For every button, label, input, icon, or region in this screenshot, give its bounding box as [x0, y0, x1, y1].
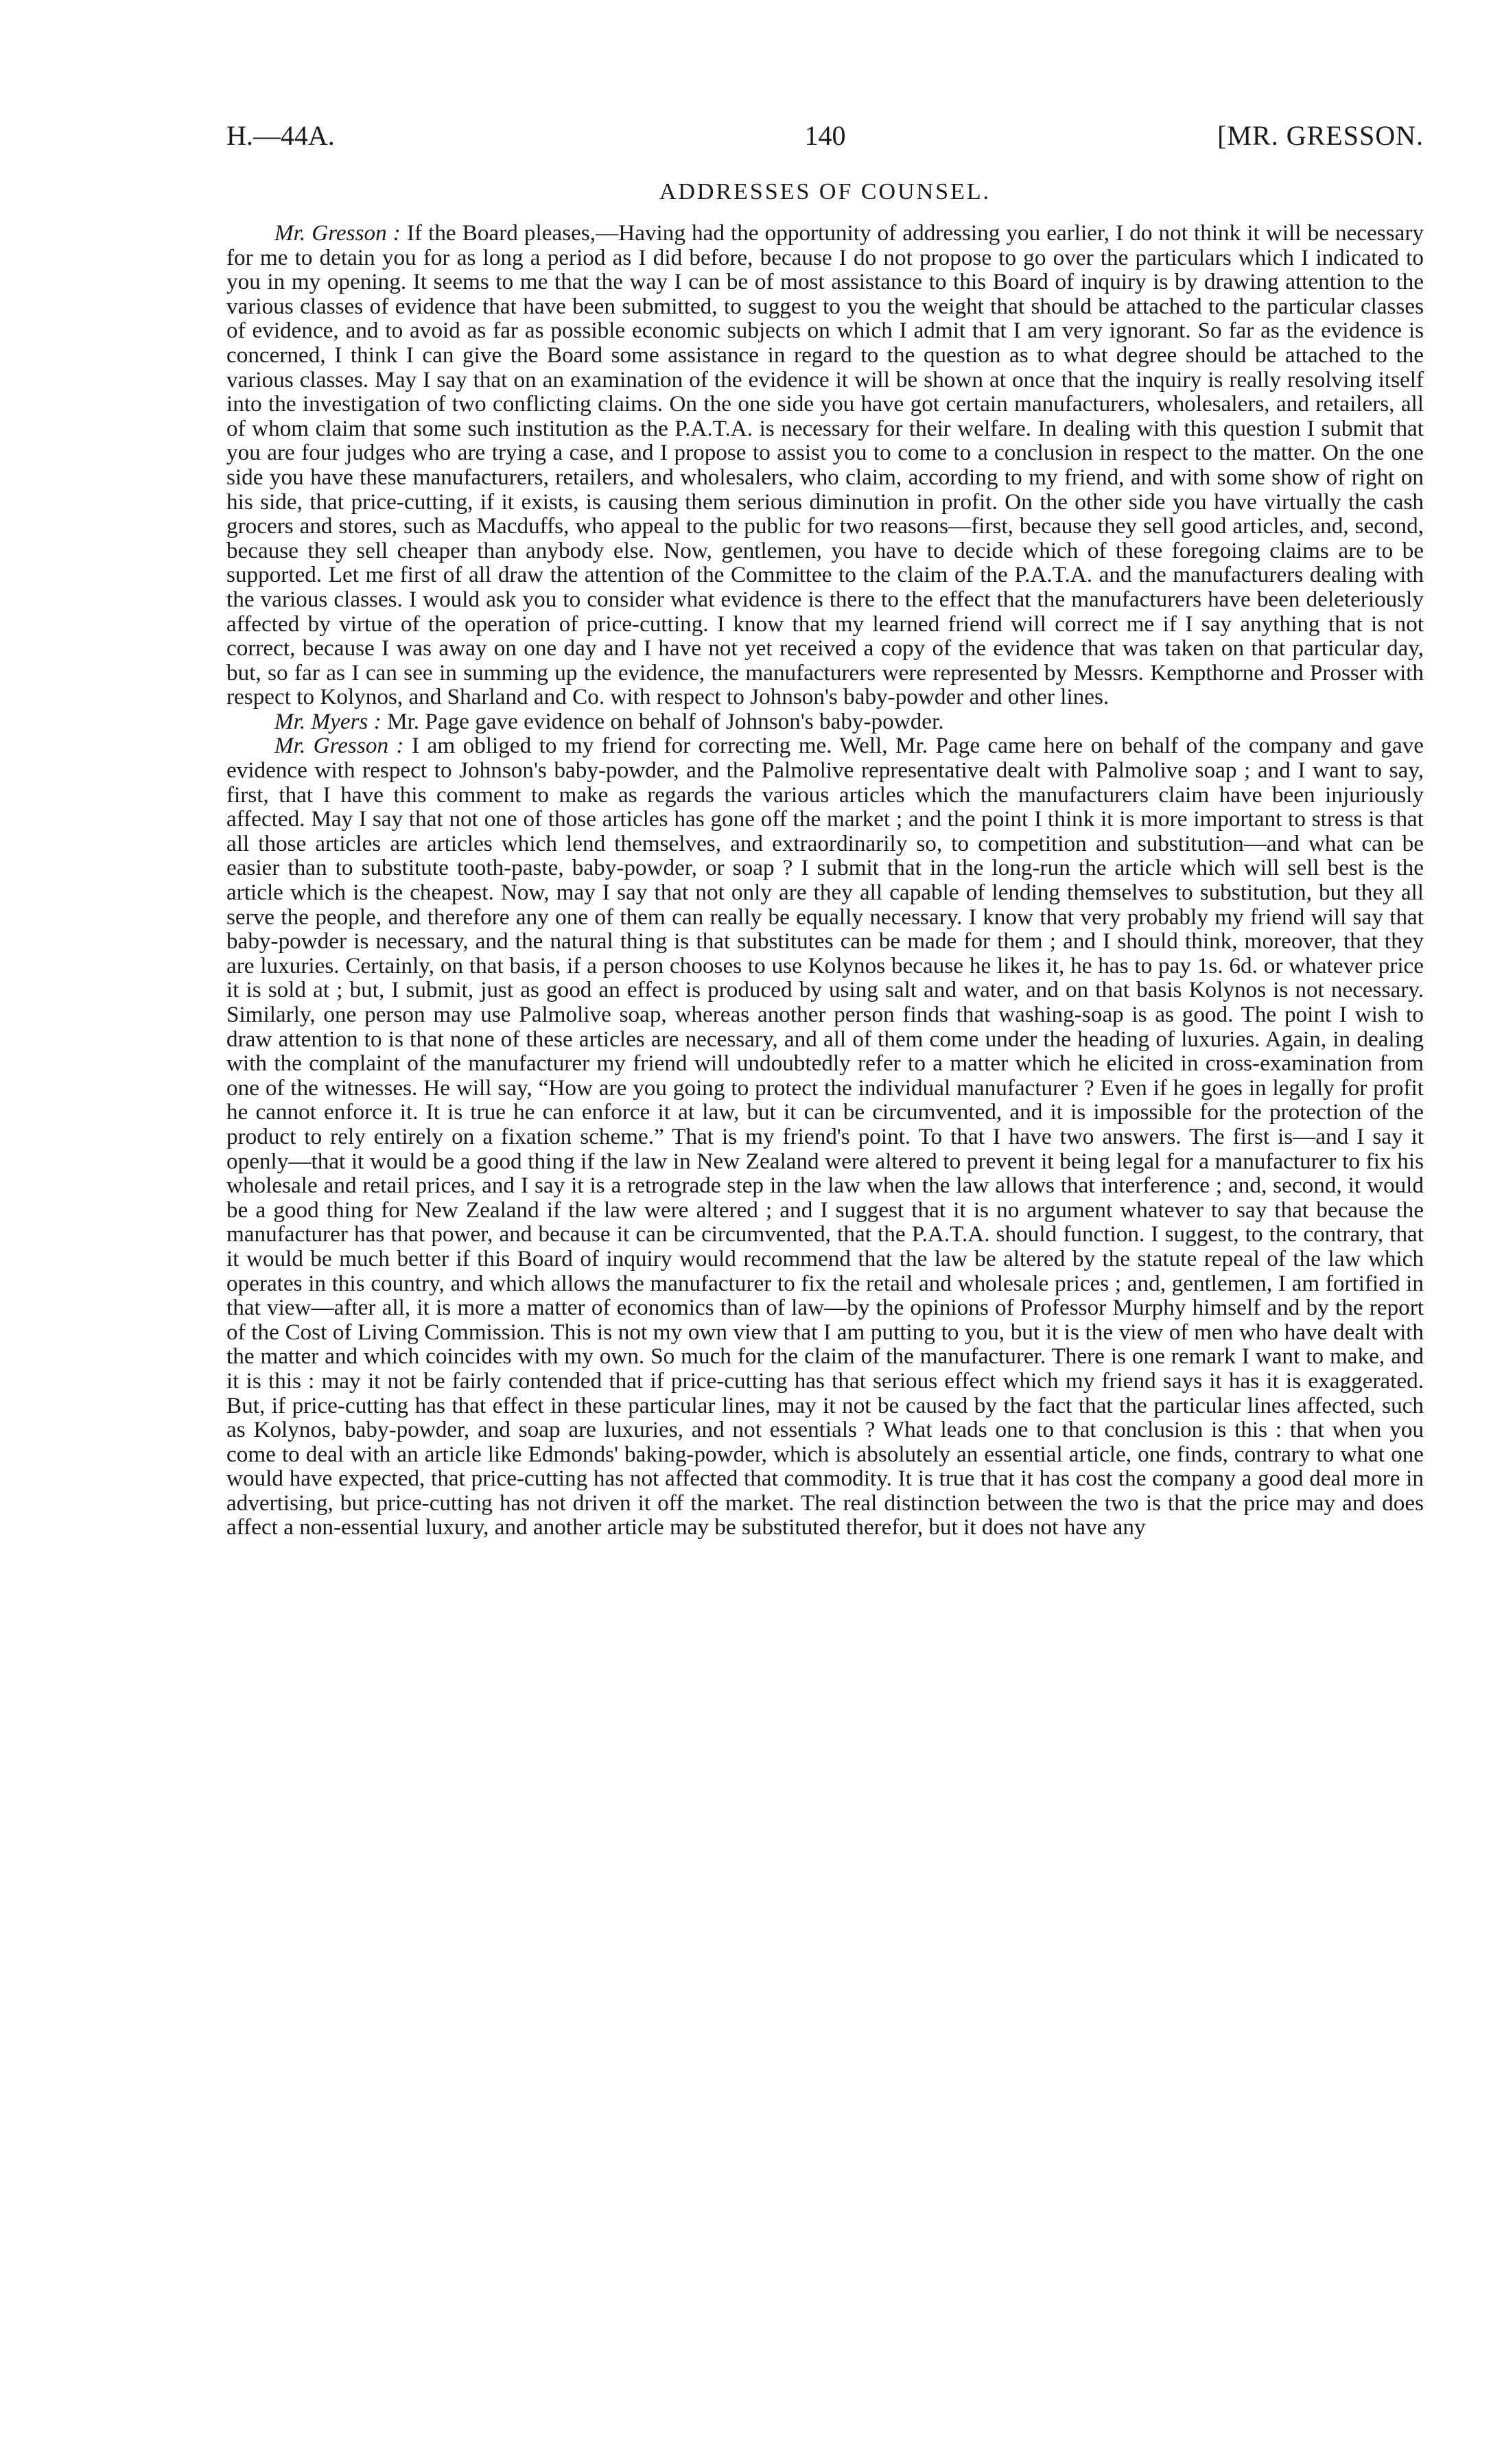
speaker-name: Mr. Gresson :: [274, 733, 404, 759]
running-head: [226, 115, 1424, 156]
paper-reference: H.—44A.: [226, 120, 335, 151]
section-title: ADDRESSES OF COUNSEL.: [659, 179, 991, 204]
speaker-name: Mr. Myers :: [274, 708, 381, 734]
body-text: [226, 221, 1424, 1540]
paragraph-myers: [226, 709, 1424, 734]
speaker-heading: [MR. GRESSON.: [1217, 120, 1424, 151]
speaker-name: Mr. Gresson :: [274, 220, 401, 246]
paragraph-text: If the Board pleases,—Having had the opportunity of addressing you earlier, I do not think it will be necessary for me to detain you for as long a period as I did before, because I do not propose to go over the particulars which I indicated to you in my opening. It seems to me that the way I can be of most assistance to this Board of inquiry is by drawing attention to the various classes of evidence that have been submitted, to suggest to you the weight that should be attached to the particular classes of evidence, and to avoid as far as possible economic subjects on which I admit that I am very ignorant. So far as the evidence is concerned, I think I can give the Board some assistance in regard to the question as to what degree should be attached to the various classes. May I say that on an examination of the evidence it will be shown at once that the inquiry is really resolving itself into the investigation of two conflicting claims. On the one side you have got certain manufacturers, wholesalers, and retailers, all of whom claim that some such institution as the P.A.T.A. is necessary for their welfare. In dealing with this question I submit that you are four judges who are trying a case, and I propose to assist you to come to a conclusion in respect to the matter. On the one side you have these manufacturers, retailers, and wholesalers, who claim, according to my friend, and with some show of right on his side, that price-cutting, if it exists, is causing them serious diminution in profit. On the other side you have virtually the cash grocers and stores, such as Macduffs, who appeal to the public for two reasons—first, because they sell good articles, and, second, because they sell cheaper than anybody else. Now, gentlemen, you have to decide which of these foregoing claims are to be supported. Let me first of all draw the attention of the Committee to the claim of the P.A.T.A. and the manufacturers dealing with the various classes. I would ask you to consider what evidence is there to the effect that the manufacturers have been deleteriously affected by virtue of the operation of price-cutting. I know that my learned friend will correct me if I say anything that is not correct, because I was away on one day and I have not yet received a copy of the evidence that was taken on that particular day, but, so far as I can see in summing up the evidence, the manufacturers were represented by Messrs. Kempthorne and Prosser with respect to Kolynos, and Sharland and Co. with respect to Johnson's baby-powder and other lines.: [226, 220, 1424, 710]
page-number: 140: [804, 120, 846, 151]
paragraph-text: Mr. Page gave evidence on behalf of Johnson's baby-powder.: [381, 708, 944, 734]
paragraph-gresson-1: [226, 221, 1424, 709]
paragraph-gresson-2: [226, 734, 1424, 1540]
paragraph-text: I am obliged to my friend for correcting me. Well, Mr. Page came here on behalf of the company and gave evidence with respect to Johnson's baby-powder, and the Palmolive representative dealt with Palmolive soap ; and I want to say, first, that I have this comment to make as regards the various articles which the manufacturers claim have been injuriously affected. May I say that not one of those articles has gone off the market ; and the point I think it is more important to stress is that all those articles are articles which lend themselves, and extraordinarily so, to competition and substitution—and what can be easier than to substitute tooth-paste, baby-powder, or soap ? I submit that in the long-run the article which will sell best is the article which is the cheapest. Now, may I say that not only are they all capable of lending themselves to substitution, but they all serve the people, and therefore any one of them can really be equally necessary. I know that very probably my friend will say that baby-powder is necessary, and the natural thing is that substitutes can be made for them ; and I should think, moreover, that they are luxuries. Certainly, on that basis, if a person chooses to use Kolynos because he likes it, he has to pay 1s. 6d. or whatever price it is sold at ; but, I submit, just as good an effect is produced by using salt and water, and on that basis Kolynos is not necessary. Similarly, one person may use Palmolive soap, whereas another person finds that washing-soap is as good. The point I wish to draw attention to is that none of these articles are necessary, and all of them come under the heading of luxuries. Again, in dealing with the complaint of the manufacturer my friend will undoubtedly refer to a matter which he elicited in cross-examination from one of the witnesses. He will say, “How are you going to protect the individual manufacturer ? Even if he goes in legally for profit he cannot enforce it. It is true he can enforce it at law, but it can be circumvented, and it is impossible for the protection of the product to rely entirely on a fixation scheme.” That is my friend's point. To that I have two answers. The first is—and I say it openly—that it would be a good thing if the law in New Zealand were altered to prevent it being legal for a manufacturer to fix his wholesale and retail prices, and I say it is a retrograde step in the law when the law allows that interference ; and, second, it would be a good thing for New Zealand if the law were altered ; and I suggest that it is no argument whatever to say that because the manufacturer has that power, and because it can be circumvented, that the P.A.T.A. should function. I suggest, to the contrary, that it would be much better if this Board of inquiry would recommend that the law be altered by the statute repeal of the law which operates in this country, and which allows the manufacturer to fix the retail and wholesale prices ; and, gentlemen, I am fortified in that view—after all, it is more a matter of economics than of law—by the opinions of Professor Murphy himself and by the report of the Cost of Living Commission. This is not my own view that I am putting to you, but it is the view of men who have dealt with the matter and which coincides with my own. So much for the claim of the manufacturer. There is one remark I want to make, and it is this : may it not be fairly contended that if price-cutting has that serious effect which my friend says it has it is exaggerated. But, if price-cutting has that effect in these particular lines, may it not be caused by the fact that the particular lines affected, such as Kolynos, baby-powder, and soap are luxuries, and not essentials ? What leads one to that conclusion is this : that when you come to deal with an article like Edmonds' baking-powder, which is absolutely an essential article, one finds, contrary to what one would have expected, that price-cutting has not affected that commodity. It is true that it has cost the company a good deal more in advertising, but price-cutting has not driven it off the market. The real distinction between the two is that the price may and does affect a non-essential luxury, and another article may be substituted therefor, but it does not have any: [226, 733, 1424, 1540]
